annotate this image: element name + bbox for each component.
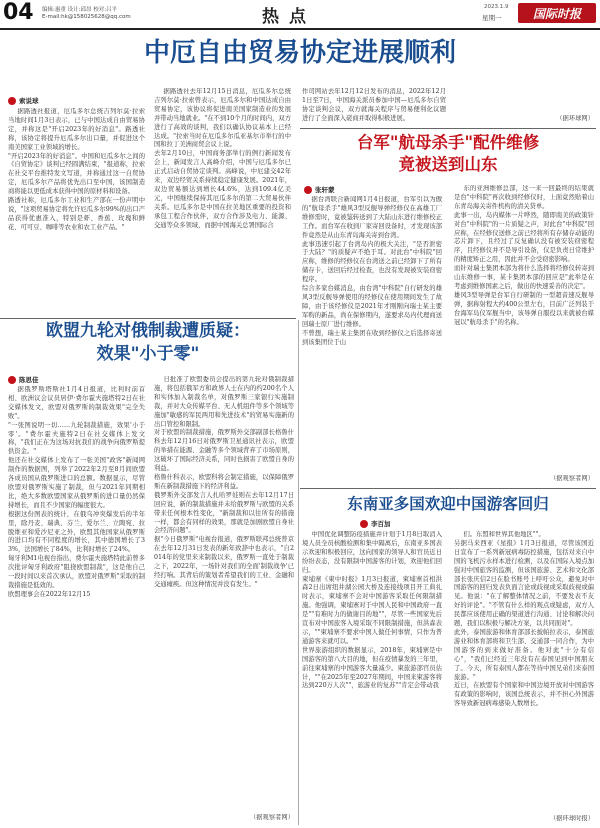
divider-main-taiwan (300, 128, 596, 129)
main-source: （据环球网） (556, 115, 594, 122)
byline-dot-icon (360, 520, 368, 528)
eu-headline-line1: 欧盟九轮对俄制裁遭质疑： (46, 321, 250, 341)
asean-headline: 东南亚多国欢迎中国游客回归 (347, 495, 549, 513)
paper-name: 国际时报 (532, 6, 581, 21)
byline-dot-icon (8, 376, 16, 384)
page-number: 04 (3, 0, 34, 25)
main-col-1: 据路透社报道，厄瓜多尔总统吉列尔莫·拉索当地时间1月3日表示，已与中国达成自由贸易协定，并称这是"开启2023年的好消息"。路透社称，该协定将提升厄瓜多尔出口量，并促进这个南美国家工业领域的增长。 "开启2023年的好消息"。中国和厄瓜多尔之间的《自贸协定》谈判已经圆满结束，"报道称，拉索在社交平台推特发文写道，并称通过这一自贸协定，厄瓜多尔产品将优先出口至中国，该国制造商将能以更低成本获得中国的原材料和设备。 路透社称，厄瓜多尔工业和生产部在一份声明中说，"这项贸易协定将允许厄瓜多尔99%的出口产品获得优惠准入，特别是虾、香蕉、玫瑰和鲜花、可可豆、咖啡等农业和农工业产品。" (8, 108, 145, 231)
divider-taiwan-asean (300, 488, 596, 489)
eu-source: （据观察者网） (249, 814, 294, 821)
masthead (0, 0, 600, 28)
taiwan-source: （据观察者网） (549, 475, 594, 482)
asean-byline: 李百加 (360, 519, 391, 528)
staff-line: 编辑:惠重 设计:邱昂 校对:吕平 (42, 7, 118, 13)
byline-dot-icon (304, 186, 312, 194)
issue-weekday: 星期一 (482, 14, 502, 22)
taiwan-col-1: 据台湾联合新闻网1月4日报道，台军引以为傲的"航母杀手"雄风3型反舰导弹经修仅在高雄工厂维修需时，竟被鉴转送到了大陆山东进行维修校正工作。而台军在收到厂家寄回设备时，才发现该部件竟然是从山东青岛海关寄到台湾。 此事迅速引起了台湾岛内的极大关注，"是否泄密于大陆？"的质疑声不绝于耳。对此台"中科院"回应称，维修的经修仪在台湾送之前已经卸下了所有储存卡，送回后经过检查，也没有发现被安装窃密程序。 综合多家台媒消息，由台湾"中科院"自行研发的雄风3型反舰导弹使用的经修仪在使用期间发生了故障，由于该经修仪是2021年才刚刚向瑞士某主要军购的新品，尚在保修期内，遂要求岛内代理商送回瑞士原厂进行维修。 不曾想，瑞士某主集团在收到经修仪之后选择寄送到该集团位于山 (302, 196, 442, 346)
main-col-3: 作司网站去年12月12日发布的消息，2022年12月1日至7日，中国海关派员参加中国—厄瓜多尔自贸协定谈判会议，双方就海关程序与贸易便利化议题进行了全面深入磋商并取得积极进展。 (302, 88, 446, 122)
asean-col-2: 们。东盟和世界其他地区""。 另据马来西亚《星报》1月3日报道，尽管该国近日宣布了一系列新冠病毒防控措施，包括对来自中国的飞机污水样本进行检测，以及在国际入境点加强对中国旅客的监测，但该国旅游、艺术和文化部部长张庆信2日在脸书账号上呼吁公众，避免对中国游客的回归发表负面言论或歧视或采取歧视或偏见。他说："在了解整体情况之前，不要发表不友好的评论"。"不管有什么样的观点或疑虑，双方人民都应该使用正确的渠道进行沟通、讨论和解决问题，我们以积极与解决方案，以共同面对"。 此外，泰国旅游和体育部部长披帕拉表示，泰国旅游业和体育部将和卫生部、交通部一同合作，为中国游客的到来做好准备。他对此"十分有信心"，"我们已经近三年没有在泰国见到中国朋友了。今天，所有泰国人都在等待中国兄弟们来泰国旅游。" 近日，在欧盟有个国家和中国边境开放对中国游客有政策的影响时，该国总统表示，并不担心外国游客导致新冠病毒感染人数增长。 (454, 531, 594, 708)
eu-col-1: 据俄罗斯塔斯社1月4日报道，比利时前首相、欧洲议会议员居伊·费尔霍夫施塔特2日在社交媒体发文，欧盟对俄罗斯的制裁效果"完全失败"。 "一张图说明一切……九轮制裁措施，效果'小于零'。"费尔霍夫施特2日在社交媒体上发文称，"我们正在为这场对抗我们的战争向俄罗斯提供资金。" 他还在社交媒体上发布了一张美国"政客"新闻网制作的数据图，列举了2022年2月至8月间欧盟各成员国从俄罗斯进口的总额。数据显示，尽管欧盟对俄罗斯实施了制裁，但与2021年同期相比，绝大多数欧盟国家从俄罗斯的进口量仍然保持增长，而且不少国家的幅度很大。 根据这份图表的统计，在俄乌冲突爆发后的半年里，除丹麦、瑞典、芬兰、爱尔兰、立陶宛、拉脱维亚和爱沙尼亚之外，欧盟其他国家从俄罗斯的进口均有不同程度的增长，其中德国增长了33%，法国增长了84%，比利时增长了24%。 匈牙利M1电视台指出，费尔霍夫施塔特此前曾多次批评匈牙利政府"阻挠欧盟制裁"，这是他自己一段时间以来首次承认，欧盟对俄罗斯"采取的制裁措施是低效的。 欧盟理事会在2022年12月15 (8, 386, 145, 598)
asean-source: （据环球时报） (549, 815, 594, 822)
eu-byline: 陈思佳 (8, 375, 39, 384)
divider-main-eu (0, 318, 296, 319)
asean-col-1: 中国优化调整防疫措施并计划于1月8日取消入境人员全员核酸检测和集中隔离后，东南亚多国表示欢迎和积极回应，这向国家的领导人和官员近日纷纷表态，没有限制中国游客的计划，欢迎他们回归。 柬埔寨《柬中时报》1月3日报道，柬埔寨首相洪森2日出席纽井湖公园大桥及连接线项目开工典礼时表示，柬埔寨不会对中国游客采取任何限制措施。他强调，柬埔寨对于中国人民和中国政府一直是""有难时力的做谢目的地""，尽管一些国家先后宣布对中国旅客入境采取不同限制措施，但洪森表示，""柬埔寨不要求中国人做任何事情，只作为普通游客来就可以。"" 世界旅游组织的数据显示，2018年，柬埔寨是中国游客的第八大目的地，但在疫情暴发的三年里，前往柬埔寨的中国游客大量减少。柬旅游部官员估计，""在2025年至2027年期间，中国来柬游客将达到220万人次""，旅游业的复苏""肯定会带动我 (302, 531, 442, 690)
taiwan-byline: 张轩蒙 (304, 185, 335, 194)
eu-col-2: 日批准了欧盟委员会提出的第九轮对俄制裁措施，将包括俄军方和政界人士在内的约200名个人和实体加入制裁名单，对俄罗斯三家银行实施制裁，并对大众传媒平台、无人机组件等多个领域等施加"敏感的军民两用和先进技术"的贸易实施新的出口管控和限制。 对于欧盟的制裁措施，俄罗斯外交部副部长格鲁什科去年12月16日对俄罗斯卫星通讯社表示，欧盟的举措在能源、金融等多个领域背弃了市场原则，这破坏了国际经济关系，同时也损害了欧盟自身的利益。 格鲁什科表示，欧盟科将会制定措施，以保障俄罗斯在新制裁措施下的经济利益。 俄罗斯外交部发言人扎哈罗娃则在去年12月17日回应说，新的制裁措施并未给俄罗斯与欧盟的关系带来任何根本性变化，"新制裁和以往所有的措施一样，都会有同样的效果，那就是加剧欧盟自身社会经济问题"。 据"今日俄罗斯"电视台报道，俄罗斯联邦总统普京在去年12月31日发表的新年致辞中也表示，"自2014年的党里来来制裁以来，俄罗斯一直处于制裁之下，2022年，一场针对我们的全面'制裁战争'已经打响。其背后的策划者希望我们的工业、金融和交通瘫痪。但这种情况并没有发生。" (154, 376, 294, 588)
issue-date: 2023.1.9 (484, 4, 509, 10)
taiwan-col-2: 东的亚洲维修总部，这一来一回最终的结果就是台"中科院"再次收到经修仪时，上面竟然贴着山东青岛海关寄件机构的清关贷单。 此事一出，岛内媒体一片哗然，随即南美的政策针对台"中科院"的一片质疑之声，对此台"中科院"回应称，在经修仪送修之前已经将所有存储存动能的芯片卸下，且经过了反复确认没有被安装窃密程序，且经修仪并不是导引设备，仅是负责日常维护的精度矫正之用，因此并不会受窃密影响。 而针对瑞士集团本部为将什么选择将经修仪转寄到山东维修一事，某卡集团本部的回应是"此举是在考虑到维修国素之后，做出的快速妥善的决定"。 雄风3型导弹是台军自行研制的一型超音速反舰导弹，据称射程大约400公里左右，目前广泛列装于台海军岛仪军舰当中，该导弹自服役以来就被台媒冠以"航母杀手"的名称。 (454, 185, 594, 326)
paper-logo (518, 3, 596, 23)
main-col-2: 据路透社去年12月15日消息，厄瓜多尔总统吉列尔莫·拉索曾表示，厄瓜多尔和中国达成自由贸易协定，该协议将促进南美国家制造业的发展并带动当地就业。"在不到10个月的时间内，双方进行了高效的谈判，我们以确认协议基本上已经达成。"拉索当时在厄瓜多尔瓜亚基尔市举行的中国和拉丁美洲商贸会议上说。 去年2月10日，中国商务部举行的例行新闻发布会上，新闻发言人高峰介绍，中国与厄瓜多尔已正式启动自贸协定谈判。高峰说，中厄建交42年来，双边经贸关系持续稳定健康发展。2021年，双边贸易额达到增长44.6%，达到109.4亿美元，中国继续保持其厄瓜多尔的第二大贸易伙伴关系。厄瓜多尔是中国在拉美地区重要的投资和承包工程合作伙伴，双方合作涉及电力、能源、交通等众多领域，而据中国海关总署国际合 (154, 88, 291, 229)
taiwan-headline-line1: 台军"航母杀手"配件维修 (356, 133, 540, 152)
section-title: 热点 (262, 7, 316, 27)
vertical-divider (298, 320, 299, 825)
byline-dot-icon (8, 97, 16, 105)
main-byline: 索说球 (8, 96, 39, 105)
taiwan-headline-line2: 竟被送到山东 (398, 155, 498, 174)
main-headline: 中厄自由贸易协定进展顺利 (143, 38, 456, 68)
email: E-mail:hk@158025628@qq.com (42, 14, 131, 20)
eu-headline-line2: 效果"小于零" (96, 344, 200, 364)
masthead-rule (0, 28, 600, 30)
